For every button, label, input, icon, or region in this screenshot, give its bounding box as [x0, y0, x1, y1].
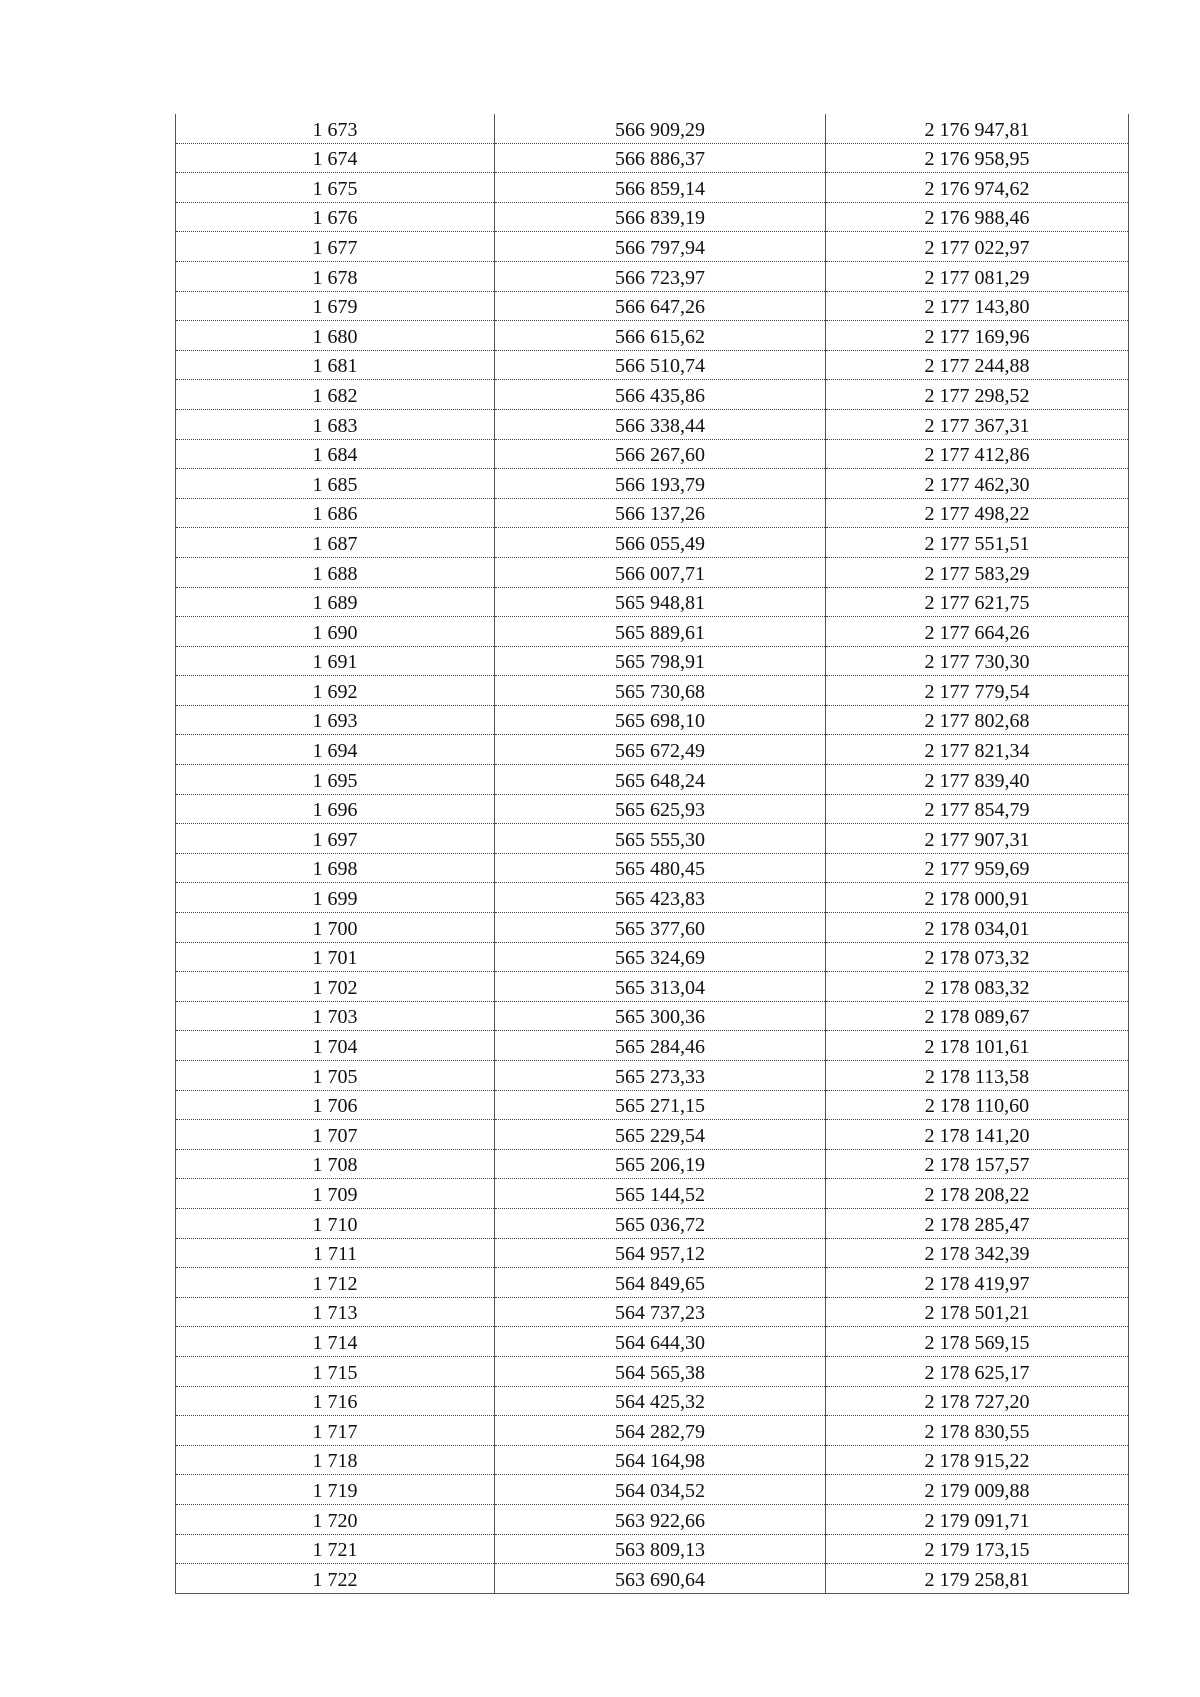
point-number-cell: 1 699 — [176, 883, 495, 913]
point-number-cell: 1 676 — [176, 202, 495, 232]
point-number-cell: 1 696 — [176, 794, 495, 824]
point-number-cell: 1 703 — [176, 1001, 495, 1031]
table-row — [176, 942, 1129, 972]
table-row — [176, 1445, 1129, 1475]
table-row — [176, 469, 1129, 499]
table-row — [176, 1238, 1129, 1268]
table-row — [176, 735, 1129, 765]
y-coordinate-cell: 2 177 907,31 — [826, 824, 1129, 854]
y-coordinate-cell: 2 176 947,81 — [826, 114, 1129, 143]
y-coordinate-cell: 2 178 830,55 — [826, 1416, 1129, 1446]
x-coordinate-cell: 566 007,71 — [495, 557, 826, 587]
point-number-cell: 1 701 — [176, 942, 495, 972]
y-coordinate-cell: 2 178 569,15 — [826, 1327, 1129, 1357]
point-number-cell: 1 721 — [176, 1534, 495, 1564]
point-number-cell: 1 694 — [176, 735, 495, 765]
y-coordinate-cell: 2 178 625,17 — [826, 1356, 1129, 1386]
y-coordinate-cell: 2 177 821,34 — [826, 735, 1129, 765]
y-coordinate-cell: 2 178 157,57 — [826, 1149, 1129, 1179]
coordinates-table — [175, 114, 1129, 1594]
table-row — [176, 202, 1129, 232]
x-coordinate-cell: 565 313,04 — [495, 972, 826, 1002]
table-row — [176, 617, 1129, 647]
point-number-cell: 1 687 — [176, 528, 495, 558]
y-coordinate-cell: 2 178 034,01 — [826, 913, 1129, 943]
point-number-cell: 1 718 — [176, 1445, 495, 1475]
table-row — [176, 173, 1129, 203]
table-row — [176, 824, 1129, 854]
x-coordinate-cell: 565 480,45 — [495, 853, 826, 883]
y-coordinate-cell: 2 178 141,20 — [826, 1120, 1129, 1150]
y-coordinate-cell: 2 177 022,97 — [826, 232, 1129, 262]
point-number-cell: 1 713 — [176, 1297, 495, 1327]
x-coordinate-cell: 564 034,52 — [495, 1475, 826, 1505]
table-row — [176, 380, 1129, 410]
table-row — [176, 1475, 1129, 1505]
x-coordinate-cell: 564 957,12 — [495, 1238, 826, 1268]
table-row — [176, 1090, 1129, 1120]
x-coordinate-cell: 565 206,19 — [495, 1149, 826, 1179]
table-row — [176, 1564, 1129, 1594]
y-coordinate-cell: 2 178 089,67 — [826, 1001, 1129, 1031]
x-coordinate-cell: 566 267,60 — [495, 439, 826, 469]
table-row — [176, 1001, 1129, 1031]
point-number-cell: 1 682 — [176, 380, 495, 410]
x-coordinate-cell: 566 909,29 — [495, 114, 826, 143]
table-row — [176, 261, 1129, 291]
point-number-cell: 1 684 — [176, 439, 495, 469]
point-number-cell: 1 711 — [176, 1238, 495, 1268]
table-row — [176, 794, 1129, 824]
y-coordinate-cell: 2 177 143,80 — [826, 291, 1129, 321]
table-row — [176, 1120, 1129, 1150]
x-coordinate-cell: 565 730,68 — [495, 676, 826, 706]
table-row — [176, 1208, 1129, 1238]
table-row — [176, 1356, 1129, 1386]
x-coordinate-cell: 565 555,30 — [495, 824, 826, 854]
y-coordinate-cell: 2 178 208,22 — [826, 1179, 1129, 1209]
table-row — [176, 676, 1129, 706]
table-row — [176, 883, 1129, 913]
y-coordinate-cell: 2 178 342,39 — [826, 1238, 1129, 1268]
table-row — [176, 498, 1129, 528]
point-number-cell: 1 673 — [176, 114, 495, 143]
y-coordinate-cell: 2 177 298,52 — [826, 380, 1129, 410]
x-coordinate-cell: 564 644,30 — [495, 1327, 826, 1357]
table-row — [176, 114, 1129, 143]
y-coordinate-cell: 2 177 498,22 — [826, 498, 1129, 528]
point-number-cell: 1 689 — [176, 587, 495, 617]
point-number-cell: 1 702 — [176, 972, 495, 1002]
x-coordinate-cell: 566 839,19 — [495, 202, 826, 232]
x-coordinate-cell: 566 338,44 — [495, 409, 826, 439]
table-row — [176, 972, 1129, 1002]
x-coordinate-cell: 565 144,52 — [495, 1179, 826, 1209]
y-coordinate-cell: 2 177 854,79 — [826, 794, 1129, 824]
point-number-cell: 1 678 — [176, 261, 495, 291]
y-coordinate-cell: 2 176 988,46 — [826, 202, 1129, 232]
table-row — [176, 409, 1129, 439]
table-row — [176, 528, 1129, 558]
table-row — [176, 1268, 1129, 1298]
y-coordinate-cell: 2 178 501,21 — [826, 1297, 1129, 1327]
x-coordinate-cell: 565 284,46 — [495, 1031, 826, 1061]
point-number-cell: 1 688 — [176, 557, 495, 587]
x-coordinate-cell: 566 510,74 — [495, 350, 826, 380]
table-row — [176, 705, 1129, 735]
x-coordinate-cell: 566 193,79 — [495, 469, 826, 499]
x-coordinate-cell: 564 849,65 — [495, 1268, 826, 1298]
y-coordinate-cell: 2 178 083,32 — [826, 972, 1129, 1002]
x-coordinate-cell: 565 889,61 — [495, 617, 826, 647]
y-coordinate-cell: 2 179 009,88 — [826, 1475, 1129, 1505]
y-coordinate-cell: 2 177 551,51 — [826, 528, 1129, 558]
y-coordinate-cell: 2 178 113,58 — [826, 1061, 1129, 1091]
point-number-cell: 1 707 — [176, 1120, 495, 1150]
x-coordinate-cell: 565 229,54 — [495, 1120, 826, 1150]
x-coordinate-cell: 564 565,38 — [495, 1356, 826, 1386]
table-row — [176, 765, 1129, 795]
x-coordinate-cell: 564 737,23 — [495, 1297, 826, 1327]
table-row — [176, 439, 1129, 469]
table-row — [176, 1297, 1129, 1327]
point-number-cell: 1 690 — [176, 617, 495, 647]
y-coordinate-cell: 2 177 244,88 — [826, 350, 1129, 380]
x-coordinate-cell: 566 797,94 — [495, 232, 826, 262]
table-row — [176, 1416, 1129, 1446]
y-coordinate-cell: 2 177 412,86 — [826, 439, 1129, 469]
point-number-cell: 1 716 — [176, 1386, 495, 1416]
x-coordinate-cell: 566 055,49 — [495, 528, 826, 558]
x-coordinate-cell: 565 423,83 — [495, 883, 826, 913]
x-coordinate-cell: 566 886,37 — [495, 143, 826, 173]
y-coordinate-cell: 2 178 285,47 — [826, 1208, 1129, 1238]
table-row — [176, 291, 1129, 321]
table-row — [176, 143, 1129, 173]
point-number-cell: 1 697 — [176, 824, 495, 854]
table-row — [176, 913, 1129, 943]
point-number-cell: 1 714 — [176, 1327, 495, 1357]
point-number-cell: 1 720 — [176, 1504, 495, 1534]
y-coordinate-cell: 2 179 091,71 — [826, 1504, 1129, 1534]
y-coordinate-cell: 2 177 802,68 — [826, 705, 1129, 735]
x-coordinate-cell: 565 798,91 — [495, 646, 826, 676]
x-coordinate-cell: 563 690,64 — [495, 1564, 826, 1594]
point-number-cell: 1 712 — [176, 1268, 495, 1298]
point-number-cell: 1 708 — [176, 1149, 495, 1179]
y-coordinate-cell: 2 177 169,96 — [826, 321, 1129, 351]
table-row — [176, 1061, 1129, 1091]
point-number-cell: 1 693 — [176, 705, 495, 735]
y-coordinate-cell: 2 178 000,91 — [826, 883, 1129, 913]
y-coordinate-cell: 2 178 727,20 — [826, 1386, 1129, 1416]
x-coordinate-cell: 564 425,32 — [495, 1386, 826, 1416]
x-coordinate-cell: 565 698,10 — [495, 705, 826, 735]
x-coordinate-cell: 565 036,72 — [495, 1208, 826, 1238]
y-coordinate-cell: 2 178 073,32 — [826, 942, 1129, 972]
y-coordinate-cell: 2 178 915,22 — [826, 1445, 1129, 1475]
x-coordinate-cell: 565 672,49 — [495, 735, 826, 765]
point-number-cell: 1 683 — [176, 409, 495, 439]
x-coordinate-cell: 563 922,66 — [495, 1504, 826, 1534]
point-number-cell: 1 680 — [176, 321, 495, 351]
x-coordinate-cell: 566 859,14 — [495, 173, 826, 203]
x-coordinate-cell: 566 647,26 — [495, 291, 826, 321]
point-number-cell: 1 681 — [176, 350, 495, 380]
point-number-cell: 1 722 — [176, 1564, 495, 1594]
y-coordinate-cell: 2 177 959,69 — [826, 853, 1129, 883]
table-row — [176, 1179, 1129, 1209]
table-row — [176, 232, 1129, 262]
point-number-cell: 1 685 — [176, 469, 495, 499]
y-coordinate-cell: 2 177 621,75 — [826, 587, 1129, 617]
x-coordinate-cell: 566 435,86 — [495, 380, 826, 410]
x-coordinate-cell: 565 377,60 — [495, 913, 826, 943]
y-coordinate-cell: 2 177 462,30 — [826, 469, 1129, 499]
table-row — [176, 350, 1129, 380]
table-row — [176, 853, 1129, 883]
point-number-cell: 1 691 — [176, 646, 495, 676]
point-number-cell: 1 675 — [176, 173, 495, 203]
point-number-cell: 1 705 — [176, 1061, 495, 1091]
y-coordinate-cell: 2 179 173,15 — [826, 1534, 1129, 1564]
y-coordinate-cell: 2 176 958,95 — [826, 143, 1129, 173]
point-number-cell: 1 709 — [176, 1179, 495, 1209]
x-coordinate-cell: 566 615,62 — [495, 321, 826, 351]
point-number-cell: 1 700 — [176, 913, 495, 943]
y-coordinate-cell: 2 177 583,29 — [826, 557, 1129, 587]
y-coordinate-cell: 2 177 664,26 — [826, 617, 1129, 647]
point-number-cell: 1 698 — [176, 853, 495, 883]
y-coordinate-cell: 2 177 730,30 — [826, 646, 1129, 676]
x-coordinate-cell: 564 282,79 — [495, 1416, 826, 1446]
x-coordinate-cell: 564 164,98 — [495, 1445, 826, 1475]
coordinates-table-body — [176, 114, 1129, 1593]
point-number-cell: 1 674 — [176, 143, 495, 173]
x-coordinate-cell: 565 648,24 — [495, 765, 826, 795]
y-coordinate-cell: 2 177 779,54 — [826, 676, 1129, 706]
x-coordinate-cell: 566 723,97 — [495, 261, 826, 291]
table-row — [176, 1327, 1129, 1357]
table-row — [176, 321, 1129, 351]
x-coordinate-cell: 565 625,93 — [495, 794, 826, 824]
x-coordinate-cell: 563 809,13 — [495, 1534, 826, 1564]
point-number-cell: 1 695 — [176, 765, 495, 795]
x-coordinate-cell: 565 300,36 — [495, 1001, 826, 1031]
table-row — [176, 1386, 1129, 1416]
point-number-cell: 1 717 — [176, 1416, 495, 1446]
point-number-cell: 1 704 — [176, 1031, 495, 1061]
table-row — [176, 1504, 1129, 1534]
y-coordinate-cell: 2 177 367,31 — [826, 409, 1129, 439]
y-coordinate-cell: 2 178 419,97 — [826, 1268, 1129, 1298]
table-row — [176, 587, 1129, 617]
point-number-cell: 1 710 — [176, 1208, 495, 1238]
x-coordinate-cell: 565 273,33 — [495, 1061, 826, 1091]
y-coordinate-cell: 2 177 839,40 — [826, 765, 1129, 795]
point-number-cell: 1 686 — [176, 498, 495, 528]
point-number-cell: 1 679 — [176, 291, 495, 321]
point-number-cell: 1 706 — [176, 1090, 495, 1120]
x-coordinate-cell: 565 324,69 — [495, 942, 826, 972]
table-row — [176, 557, 1129, 587]
point-number-cell: 1 715 — [176, 1356, 495, 1386]
point-number-cell: 1 677 — [176, 232, 495, 262]
y-coordinate-cell: 2 179 258,81 — [826, 1564, 1129, 1594]
x-coordinate-cell: 565 271,15 — [495, 1090, 826, 1120]
y-coordinate-cell: 2 178 101,61 — [826, 1031, 1129, 1061]
point-number-cell: 1 692 — [176, 676, 495, 706]
point-number-cell: 1 719 — [176, 1475, 495, 1505]
table-row — [176, 1534, 1129, 1564]
table-row — [176, 646, 1129, 676]
y-coordinate-cell: 2 178 110,60 — [826, 1090, 1129, 1120]
y-coordinate-cell: 2 176 974,62 — [826, 173, 1129, 203]
table-row — [176, 1031, 1129, 1061]
x-coordinate-cell: 566 137,26 — [495, 498, 826, 528]
x-coordinate-cell: 565 948,81 — [495, 587, 826, 617]
y-coordinate-cell: 2 177 081,29 — [826, 261, 1129, 291]
table-row — [176, 1149, 1129, 1179]
